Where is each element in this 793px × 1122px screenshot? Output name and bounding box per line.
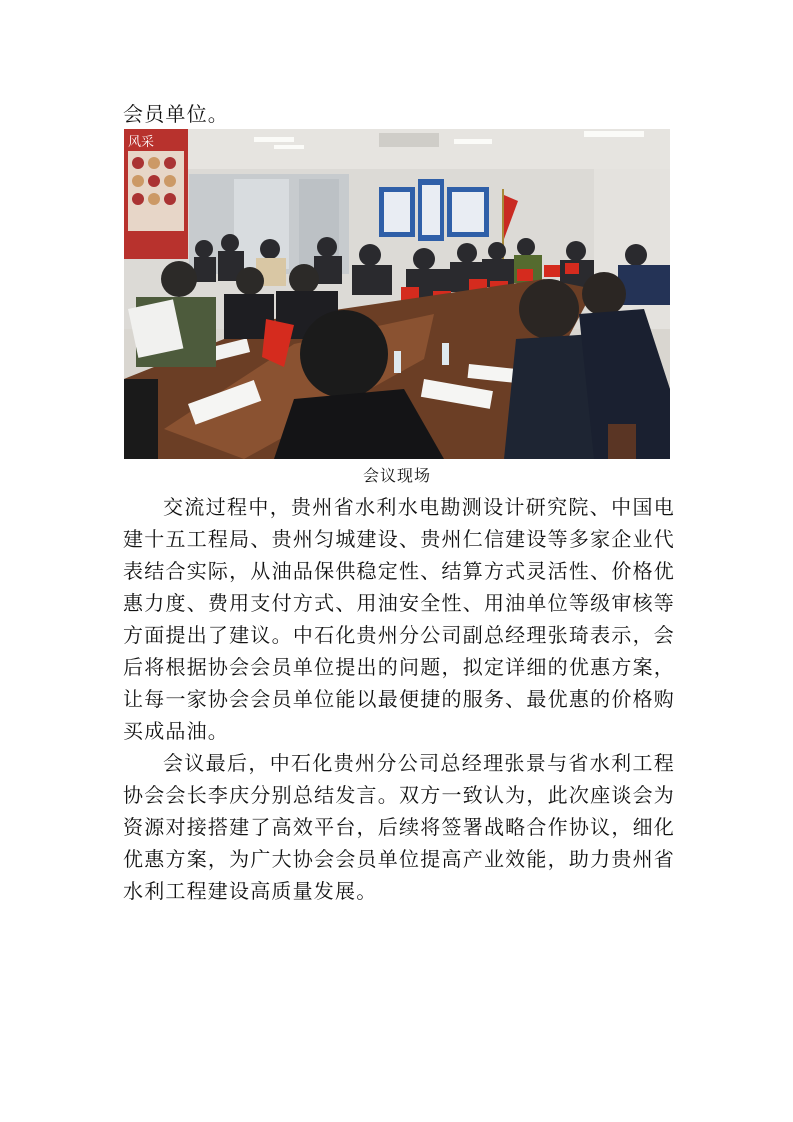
paragraph-text: 会议最后，中石化贵州分公司总经理张景与省水利工程协会会长李庆分别总结发言。双方一致认为，此次座谈会为资源对接搭建了高效平台，后续将签署战略合作协议，细化优惠方案，为广大协会会员单位提高产业效能，助力贵州省水利工程建设高质量发展。 <box>123 751 675 903</box>
meeting-photo-illustration <box>124 129 670 459</box>
paragraph-2 <box>123 747 675 907</box>
lead-line: 会员单位。 <box>123 102 229 126</box>
meeting-photo <box>124 129 670 459</box>
photo-caption: 会议现场 <box>362 466 431 485</box>
paragraph-text: 交流过程中，贵州省水利水电勘测设计研究院、中国电建十五工程局、贵州匀城建设、贵州仁信建设等多家企业代表结合实际，从油品保供稳定性、结算方式灵活性、价格优惠力度、费用支付方式、用油安全性、用油单位等级审核等方面提出了建议。中石化贵州分公司副总经理张琦表示，会后将根据协会会员单位提出的问题，拟定详细的优惠方案，让每一家协会会员单位能以最便捷的服务、最优惠的价格购买成品油。 <box>123 495 675 743</box>
paragraph-1 <box>123 491 675 747</box>
poster-heading: 风采 <box>128 135 155 150</box>
